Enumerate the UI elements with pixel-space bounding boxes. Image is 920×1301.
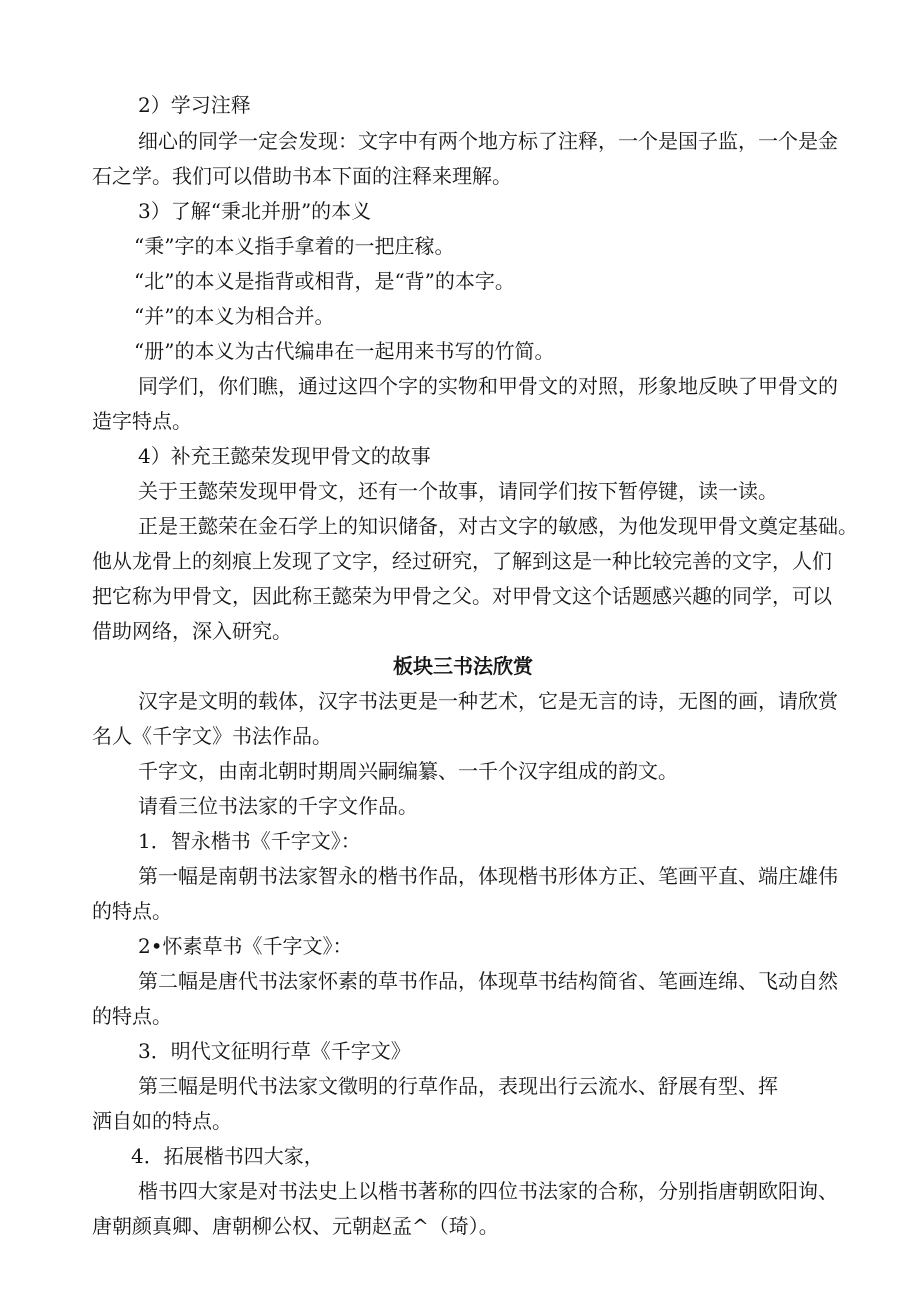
paragraph-line: 楷书四大家是对书法史上以楷书著称的四位书法家的合称，分别指唐朝欧阳询、 [138, 1179, 838, 1203]
paragraph-line: 正是王懿荣在金石学上的知识储备，对古文字的敏感，为他发现甲骨文奠定基础。 [138, 514, 858, 538]
section-heading: 2）学习注释 [138, 93, 251, 117]
paragraph-line: 把它称为甲骨文，因此称王懿荣为甲骨之父。对甲骨文这个话题感兴趣的同学，可以 [92, 584, 832, 608]
block-title: 板块三书法欣赏 [393, 654, 533, 678]
list-item-heading: 2•怀素草书《千字文》： [138, 934, 353, 958]
paragraph-line: 千字文，由南北朝时期周兴嗣编纂、一千个汉字组成的韵文。 [138, 759, 678, 783]
paragraph-line: “秉”字的本义指手拿着的一把庄稼。 [134, 234, 455, 258]
section-heading: 4）补充王懿荣发现甲骨文的故事 [138, 444, 431, 468]
paragraph-line: “并”的本义为相合并。 [134, 304, 335, 328]
section-heading: 3）了解“秉北并册”的本义 [138, 199, 372, 223]
paragraph-line: “北”的本义是指背或相背，是“背”的本字。 [134, 269, 515, 293]
paragraph-line: 石之学。我们可以借助书本下面的注释来理解。 [92, 164, 512, 188]
paragraph-line: 同学们，你们瞧，通过这四个字的实物和甲骨文的对照，形象地反映了甲骨文的 [138, 374, 838, 398]
paragraph-line: 造字特点。 [92, 409, 192, 433]
paragraph-line: 唐朝颜真卿、唐朝柳公权、元朝赵孟^（琦）。 [92, 1214, 499, 1238]
paragraph-line: 的特点。 [92, 1004, 172, 1028]
paragraph-line: 借助网络，深入研究。 [92, 619, 292, 643]
paragraph-line: 请看三位书法家的千字文作品。 [138, 794, 418, 818]
paragraph-line: 的特点。 [92, 899, 172, 923]
paragraph-line: 第二幅是唐代书法家怀素的草书作品，体现草书结构简省、笔画连绵、飞动自然 [138, 969, 838, 993]
paragraph-line: 洒自如的特点。 [92, 1109, 232, 1133]
paragraph-line: “册”的本义为古代编串在一起用来书写的竹简。 [134, 339, 555, 363]
paragraph-line: 他从龙骨上的刻痕上发现了文字，经过研究，了解到这是一种比较完善的文字，人们 [92, 549, 832, 573]
paragraph-line: 细心的同学一定会发现：文字中有两个地方标了注释，一个是国子监，一个是金 [138, 129, 838, 153]
list-item-heading: 3．明代文征明行草《千字文》 [138, 1039, 411, 1063]
paragraph-line: 名人《千字文》书法作品。 [92, 724, 332, 748]
paragraph-line: 第一幅是南朝书法家智永的楷书作品，体现楷书形体方正、笔画平直、端庄雄伟 [138, 864, 838, 888]
paragraph-line: 汉字是文明的载体，汉字书法更是一种艺术，它是无言的诗，无图的画，请欣赏 [138, 689, 838, 713]
list-item-heading: 1．智永楷书《千字文》： [138, 829, 361, 853]
paragraph-line: 关于王懿荣发现甲骨文，还有一个故事，请同学们按下暂停键，读一读。 [138, 479, 778, 503]
paragraph-line: 第三幅是明代书法家文徵明的行草作品，表现出行云流水、舒展有型、挥 [138, 1074, 778, 1098]
list-item-heading: 4．拓展楷书四大家， [131, 1144, 324, 1168]
